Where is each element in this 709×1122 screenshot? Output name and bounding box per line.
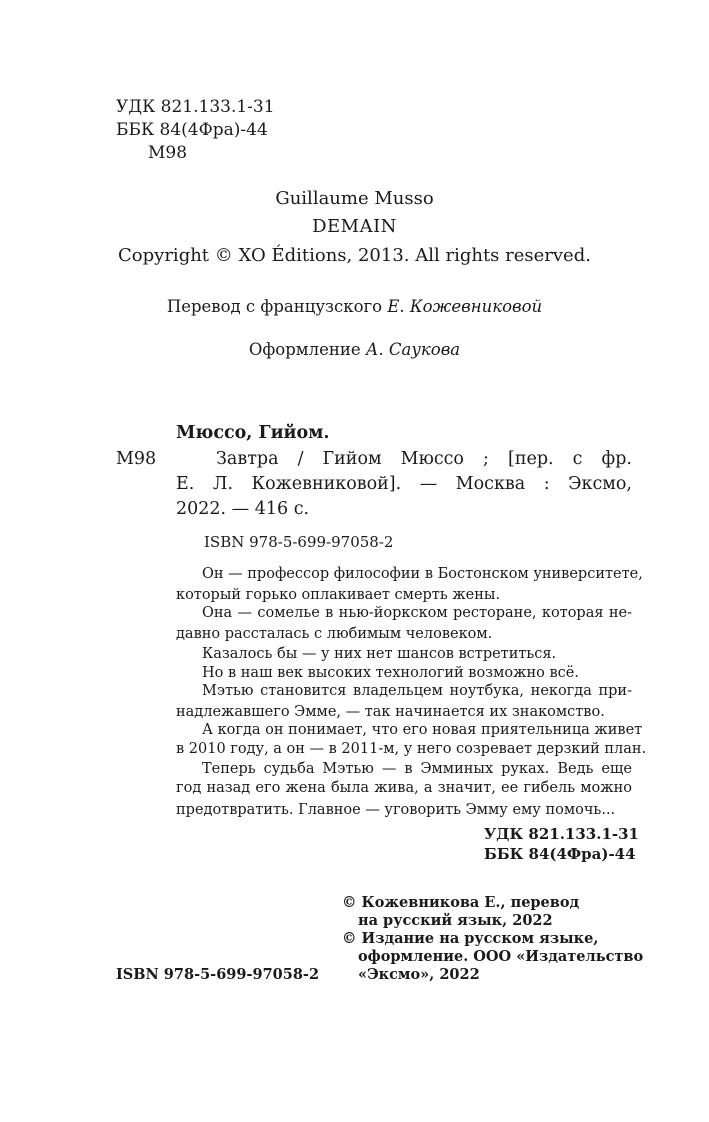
designer-name: А. Саукова — [365, 340, 461, 359]
copyright-line: «Эксмо», 2022 — [358, 966, 480, 983]
annotation-line: год назад его жена была жива, а значит, ее гибель можно — [176, 780, 632, 796]
annotation-line: надлежавшего Эмме, — так начинается их знакомство. — [176, 704, 605, 720]
copyright-line: оформление. ООО «Издательство — [358, 948, 644, 965]
copyright-line: © Издание на русском языке, — [342, 930, 599, 947]
annotation-line: предотвратить. Главное — уговорить Эмму ему помочь... — [176, 802, 616, 818]
catalog-entry-line-2: Е. Л. Кожевниковой]. — Москва : Эксмо, — [176, 474, 632, 494]
copyright-line: на русский язык, 2022 — [358, 912, 553, 929]
annotation-line: давно рассталась с любимым человеком. — [176, 626, 493, 642]
copyright-line: © Кожевникова Е., перевод — [342, 894, 580, 911]
design-credit — [0, 340, 709, 359]
footer-isbn: ISBN 978-5-699-97058-2 — [116, 966, 320, 983]
catalog-entry-line-1: Завтра / Гийом Мюссо ; [пер. с фр. — [216, 449, 632, 469]
annotation-line: Мэтью становится владельцем ноутбука, некогда при- — [202, 683, 632, 699]
catalog-isbn: ISBN 978-5-699-97058-2 — [204, 533, 394, 551]
design-prefix: Оформление — [248, 340, 361, 359]
bottom-bbk-code: ББК 84(4Фра)-44 — [484, 845, 636, 863]
annotation-line: Он — профессор философии в Бостонском университете, — [202, 566, 643, 582]
translation-credit — [0, 297, 709, 316]
original-author: Guillaume Musso — [275, 188, 434, 209]
annotation-line: Теперь судьба Мэтью — в Эмминых руках. Ведь еще — [202, 761, 632, 777]
catalog-author-heading: Мюссо, Гийом. — [176, 423, 330, 443]
bottom-udk-code: УДК 821.133.1-31 — [484, 825, 639, 843]
original-copyright: Copyright © XO Éditions, 2013. All rights reserved. — [118, 245, 591, 266]
author-mark-code: М98 — [148, 143, 188, 163]
original-title: DEMAIN — [312, 216, 397, 237]
annotation-line: Она — сомелье в нью-йоркском ресторане, которая не- — [202, 605, 632, 621]
annotation-line: А когда он понимает, что его новая приятельница живет — [202, 722, 643, 738]
annotation-line: в 2010 году, а он — в 2011-м, у него созревает дерзкий план. — [176, 741, 647, 757]
bbk-code: ББК 84(4Фра)-44 — [116, 120, 268, 140]
annotation-line: который горько оплакивает смерть жены. — [176, 587, 501, 603]
catalog-code: М98 — [116, 449, 157, 469]
catalog-entry-line-3: 2022. — 416 с. — [176, 499, 310, 519]
translation-prefix: Перевод с французского — [166, 297, 383, 316]
annotation-line: Но в наш век высоких технологий возможно всё. — [202, 665, 579, 681]
annotation-line: Казалось бы — у них нет шансов встретиться. — [202, 646, 557, 662]
udk-code: УДК 821.133.1-31 — [116, 97, 275, 117]
translator-name: Е. Кожевниковой — [387, 297, 543, 316]
